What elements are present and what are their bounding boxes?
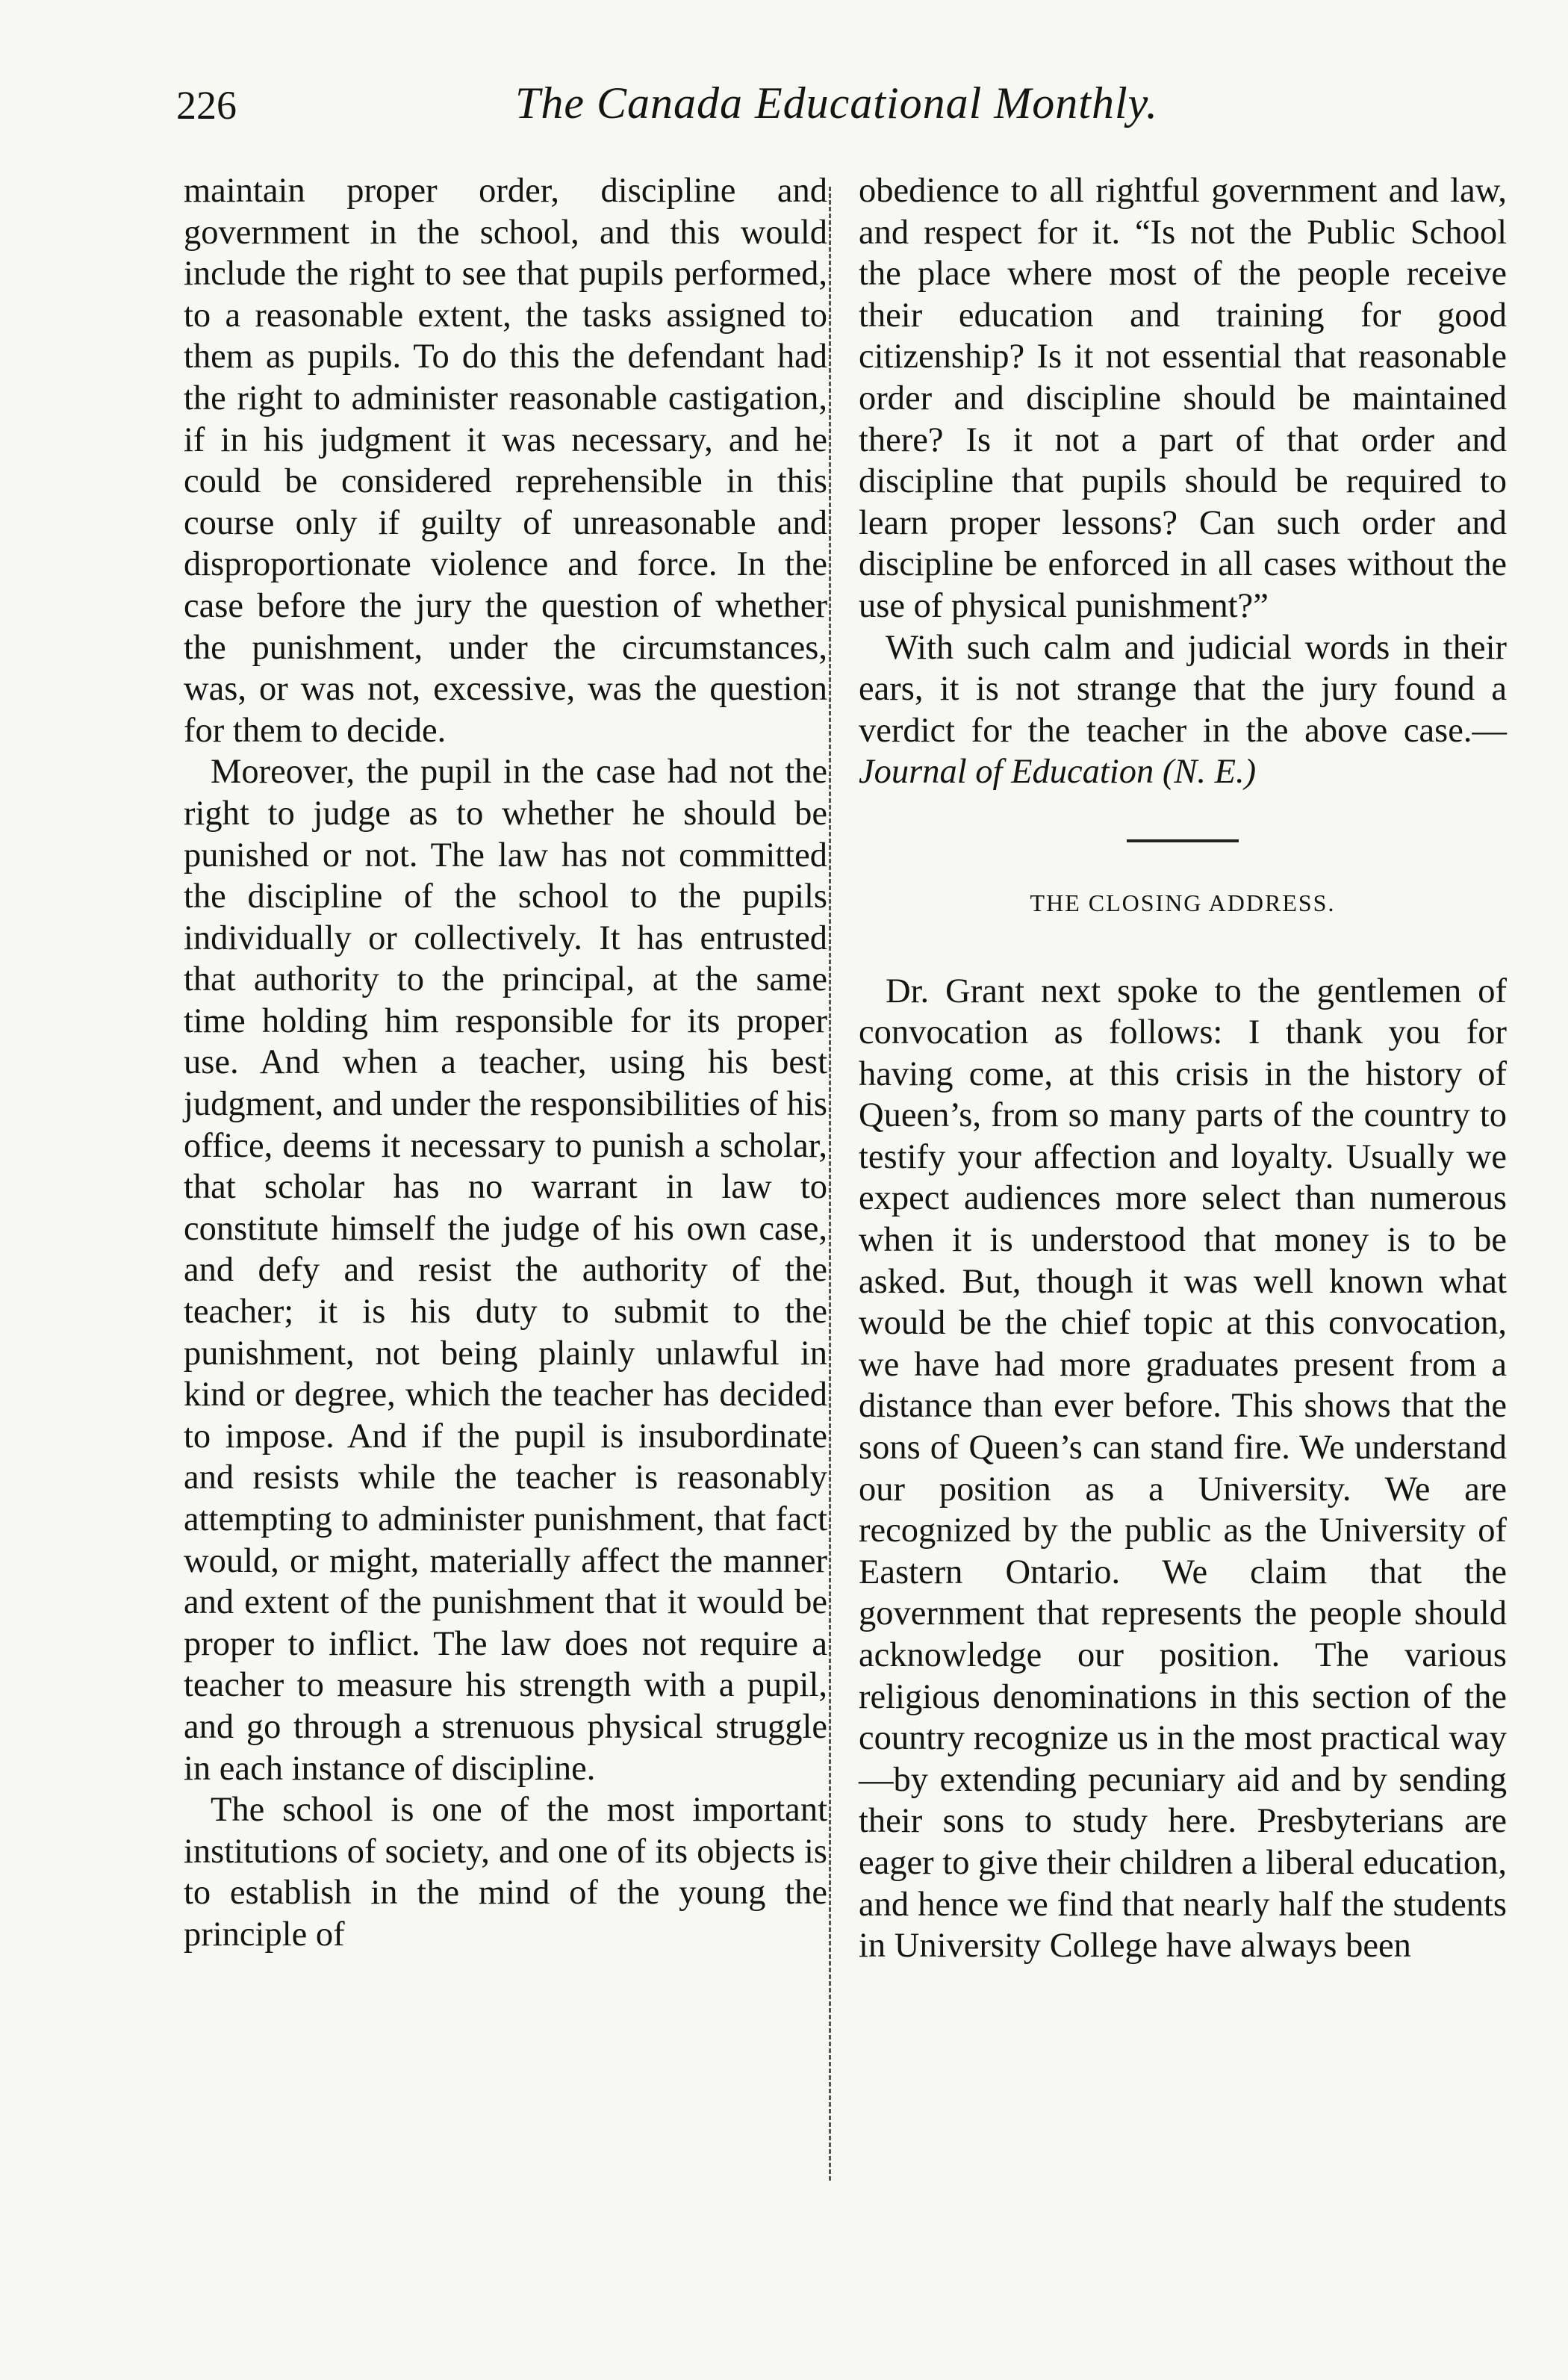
right-column [859,170,1507,1967]
section-title: THE CLOSING ADDRESS. [1030,889,1336,916]
left-paragraph-3: The school is one of the most important institutions of society, and one of its objects is to establish in the mind of the young the principle of [184,1791,827,1954]
left-paragraph-1: maintain proper order, discipline and government in the school, and this would include the right to see that pupils performed, to a reasonable extent, the tasks assigned to them as pupils. To do this the defendant had the right to administer reasonable castigation, if in his judgment it was necessary, and he could be considered reprehensible in this course only if guilty of unreasonable and disproportionate violence and force. In the case before the jury the question of whether the punishment, under the circumstances, was, or was not, excessive, was the question for them to decide. [184,172,827,750]
running-head: The Canada Educational Monthly. [515,78,1158,128]
right-paragraph-1: obedience to all rightful government and law, and respect for it. “Is not the Public School the place where most of the people receive their education and training for good citizenship? Is it not essential that reasonable order and discipline should be maintained there? Is it not a part of that order and discipline that pupils should be required to learn proper lessons? Can such order and discipline be enforced in all cases without the use of physical punishment?” [859,172,1507,625]
right-paragraph-2 [859,627,1507,793]
left-paragraph-2: Moreover, the pupil in the case had not the right to judge as to whether he should be punished or not. The law has not committed the discipline of the school to the pupils individually or collectively. It has entrusted that authority to the principal, at the same time holding him responsible for its proper use. And when a teacher, using his best judgment, and under the responsibilities of his office, deems it necessary to punish a scholar, that scholar has no warrant in law to constitute himself the judge of his own case, and defy and resist the authority of the teacher; it is his duty to submit to the punishment, not being plainly unlawful in kind or degree, which the teacher has decided to impose. And if the pupil is insubordinate and resists while the teacher is reasonably attempting to administer punishment, that fact would, or might, materially affect the manner and extent of the punishment that it would be proper to inflict. The law does not require a teacher to measure his strength with a pupil, and go through a strenuous physical struggle in each instance of discipline. [184,753,827,1788]
column-divider [829,187,831,2181]
left-column [184,170,827,1956]
journal-citation: Journal of Education (N. E.) [859,753,1257,792]
page-number: 226 [176,83,237,128]
section-rule [1127,839,1239,842]
right-paragraph-2-text: With such calm and judicial words in their ears, it is not strange that the jury found a verdict for the teacher in the above case.— [859,628,1507,750]
right-paragraph-3: Dr. Grant next spoke to the gentlemen of convocation as follows: I thank you for having come, at this crisis in the history of Queen’s, from so many parts of the country to testify your affection and loyalty. Usually we expect audiences more select than numerous when it is understood that money is to be asked. But, though it was well known what would be the chief topic at this convocation, we have had more graduates present from a distance than ever before. This shows that the sons of Queen’s can stand fire. We understand our position as a University. We are recognized by the public as the University of Eastern Ontario. We claim that the government that represents the people should acknowledge our position. The various religious denominations in this section of the country recognize us in the most practical way—by extending pecuniary aid and by sending their sons to study here. Presbyterians are eager to give their children a liberal education, and hence we find that nearly half the students in University College have always been [859,972,1507,1966]
